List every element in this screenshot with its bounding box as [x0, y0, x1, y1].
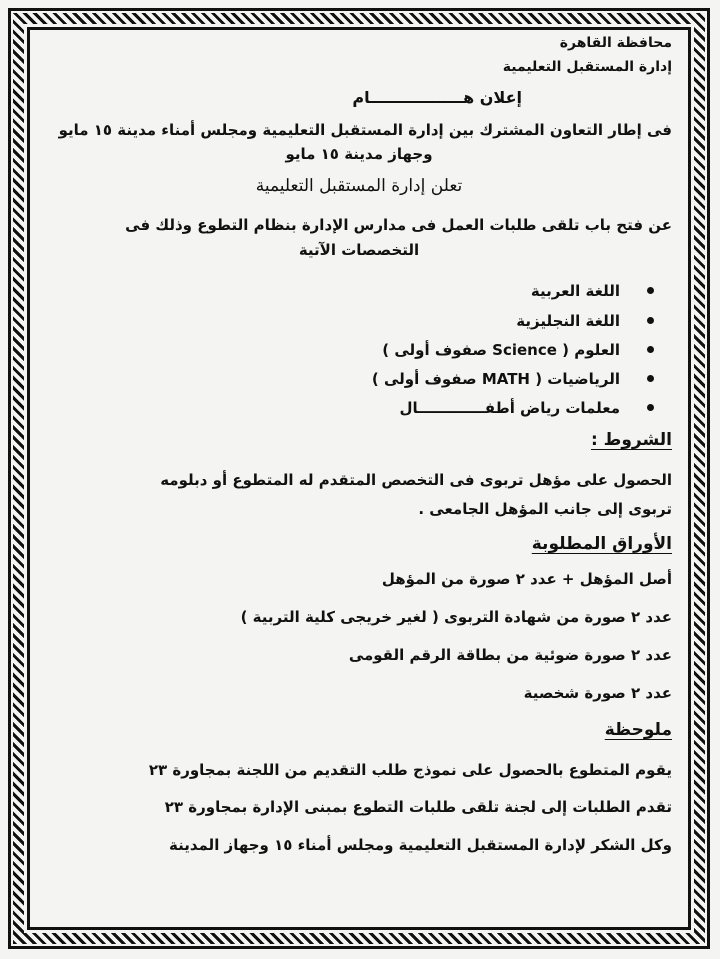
bullet-icon: [647, 346, 654, 353]
announcement-title: إعلان هـــــــــــــــــام: [352, 88, 522, 107]
intro-line-1: فى إطار التعاون المشترك بين إدارة المستقبل التعليمية ومجلس أمناء مدينة ١٥ مايو: [58, 121, 672, 139]
documents-heading: الأوراق المطلوبة: [531, 534, 672, 554]
document-item: عدد ٢ صورة ضوئية من بطاقة الرقم القومى: [348, 646, 672, 664]
note-item: تقدم الطلبات إلى لجنة تلقى طلبات التطوع بمبنى الإدارة بمجاورة ٢٣: [164, 798, 672, 816]
conditions-line-1: الحصول على مؤهل تربوى فى التخصص المتقدم له المتطوع أو دبلومه: [160, 471, 672, 489]
list-item: اللغة العربية: [531, 282, 620, 300]
bullet-icon: [647, 404, 654, 411]
document-item: عدد ٢ صورة من شهادة التربوى ( لغير خريجى كلية التربية ): [240, 608, 672, 626]
list-item: معلمات رياض أطفـــــــــــــال: [399, 399, 620, 417]
note-item: يقوم المتطوع بالحصول على نموذج طلب التقديم من اللجنة بمجاورة ٢٣: [148, 761, 672, 779]
conditions-line-2: تربوى إلى جانب المؤهل الجامعى .: [418, 500, 672, 518]
purpose-line-2: التخصصات الآتية: [298, 241, 420, 259]
administration-label: إدارة المستقبل التعليمية: [502, 59, 672, 75]
bullet-icon: [647, 375, 654, 382]
list-item: اللغة النجليزية: [516, 312, 620, 330]
note-item: وكل الشكر لإدارة المستقبل التعليمية ومجلس أمناء ١٥ وجهاز المدينة: [168, 836, 672, 854]
conditions-heading: الشروط :: [590, 430, 672, 450]
bullet-icon: [647, 287, 654, 294]
list-item: العلوم ( Science صفوف أولى ): [382, 341, 620, 359]
announcer-line: تعلن إدارة المستقبل التعليمية: [255, 176, 463, 196]
list-item: الرياضيات ( MATH صفوف أولى ): [372, 370, 620, 388]
document-content: [46, 30, 672, 910]
notes-heading: ملوحظة: [604, 720, 672, 740]
intro-line-2: وجهاز مدينة ١٥ مايو: [285, 145, 433, 163]
bullet-icon: [647, 317, 654, 324]
governorate-label: محافظة القاهرة: [559, 35, 672, 51]
purpose-line-1: عن فتح باب تلقى طلبات العمل فى مدارس الإدارة بنظام التطوع وذلك فى: [125, 216, 672, 234]
document-item: أصل المؤهل + عدد ٢ صورة من المؤهل: [381, 570, 672, 588]
document-item: عدد ٢ صورة شخصية: [523, 684, 672, 702]
